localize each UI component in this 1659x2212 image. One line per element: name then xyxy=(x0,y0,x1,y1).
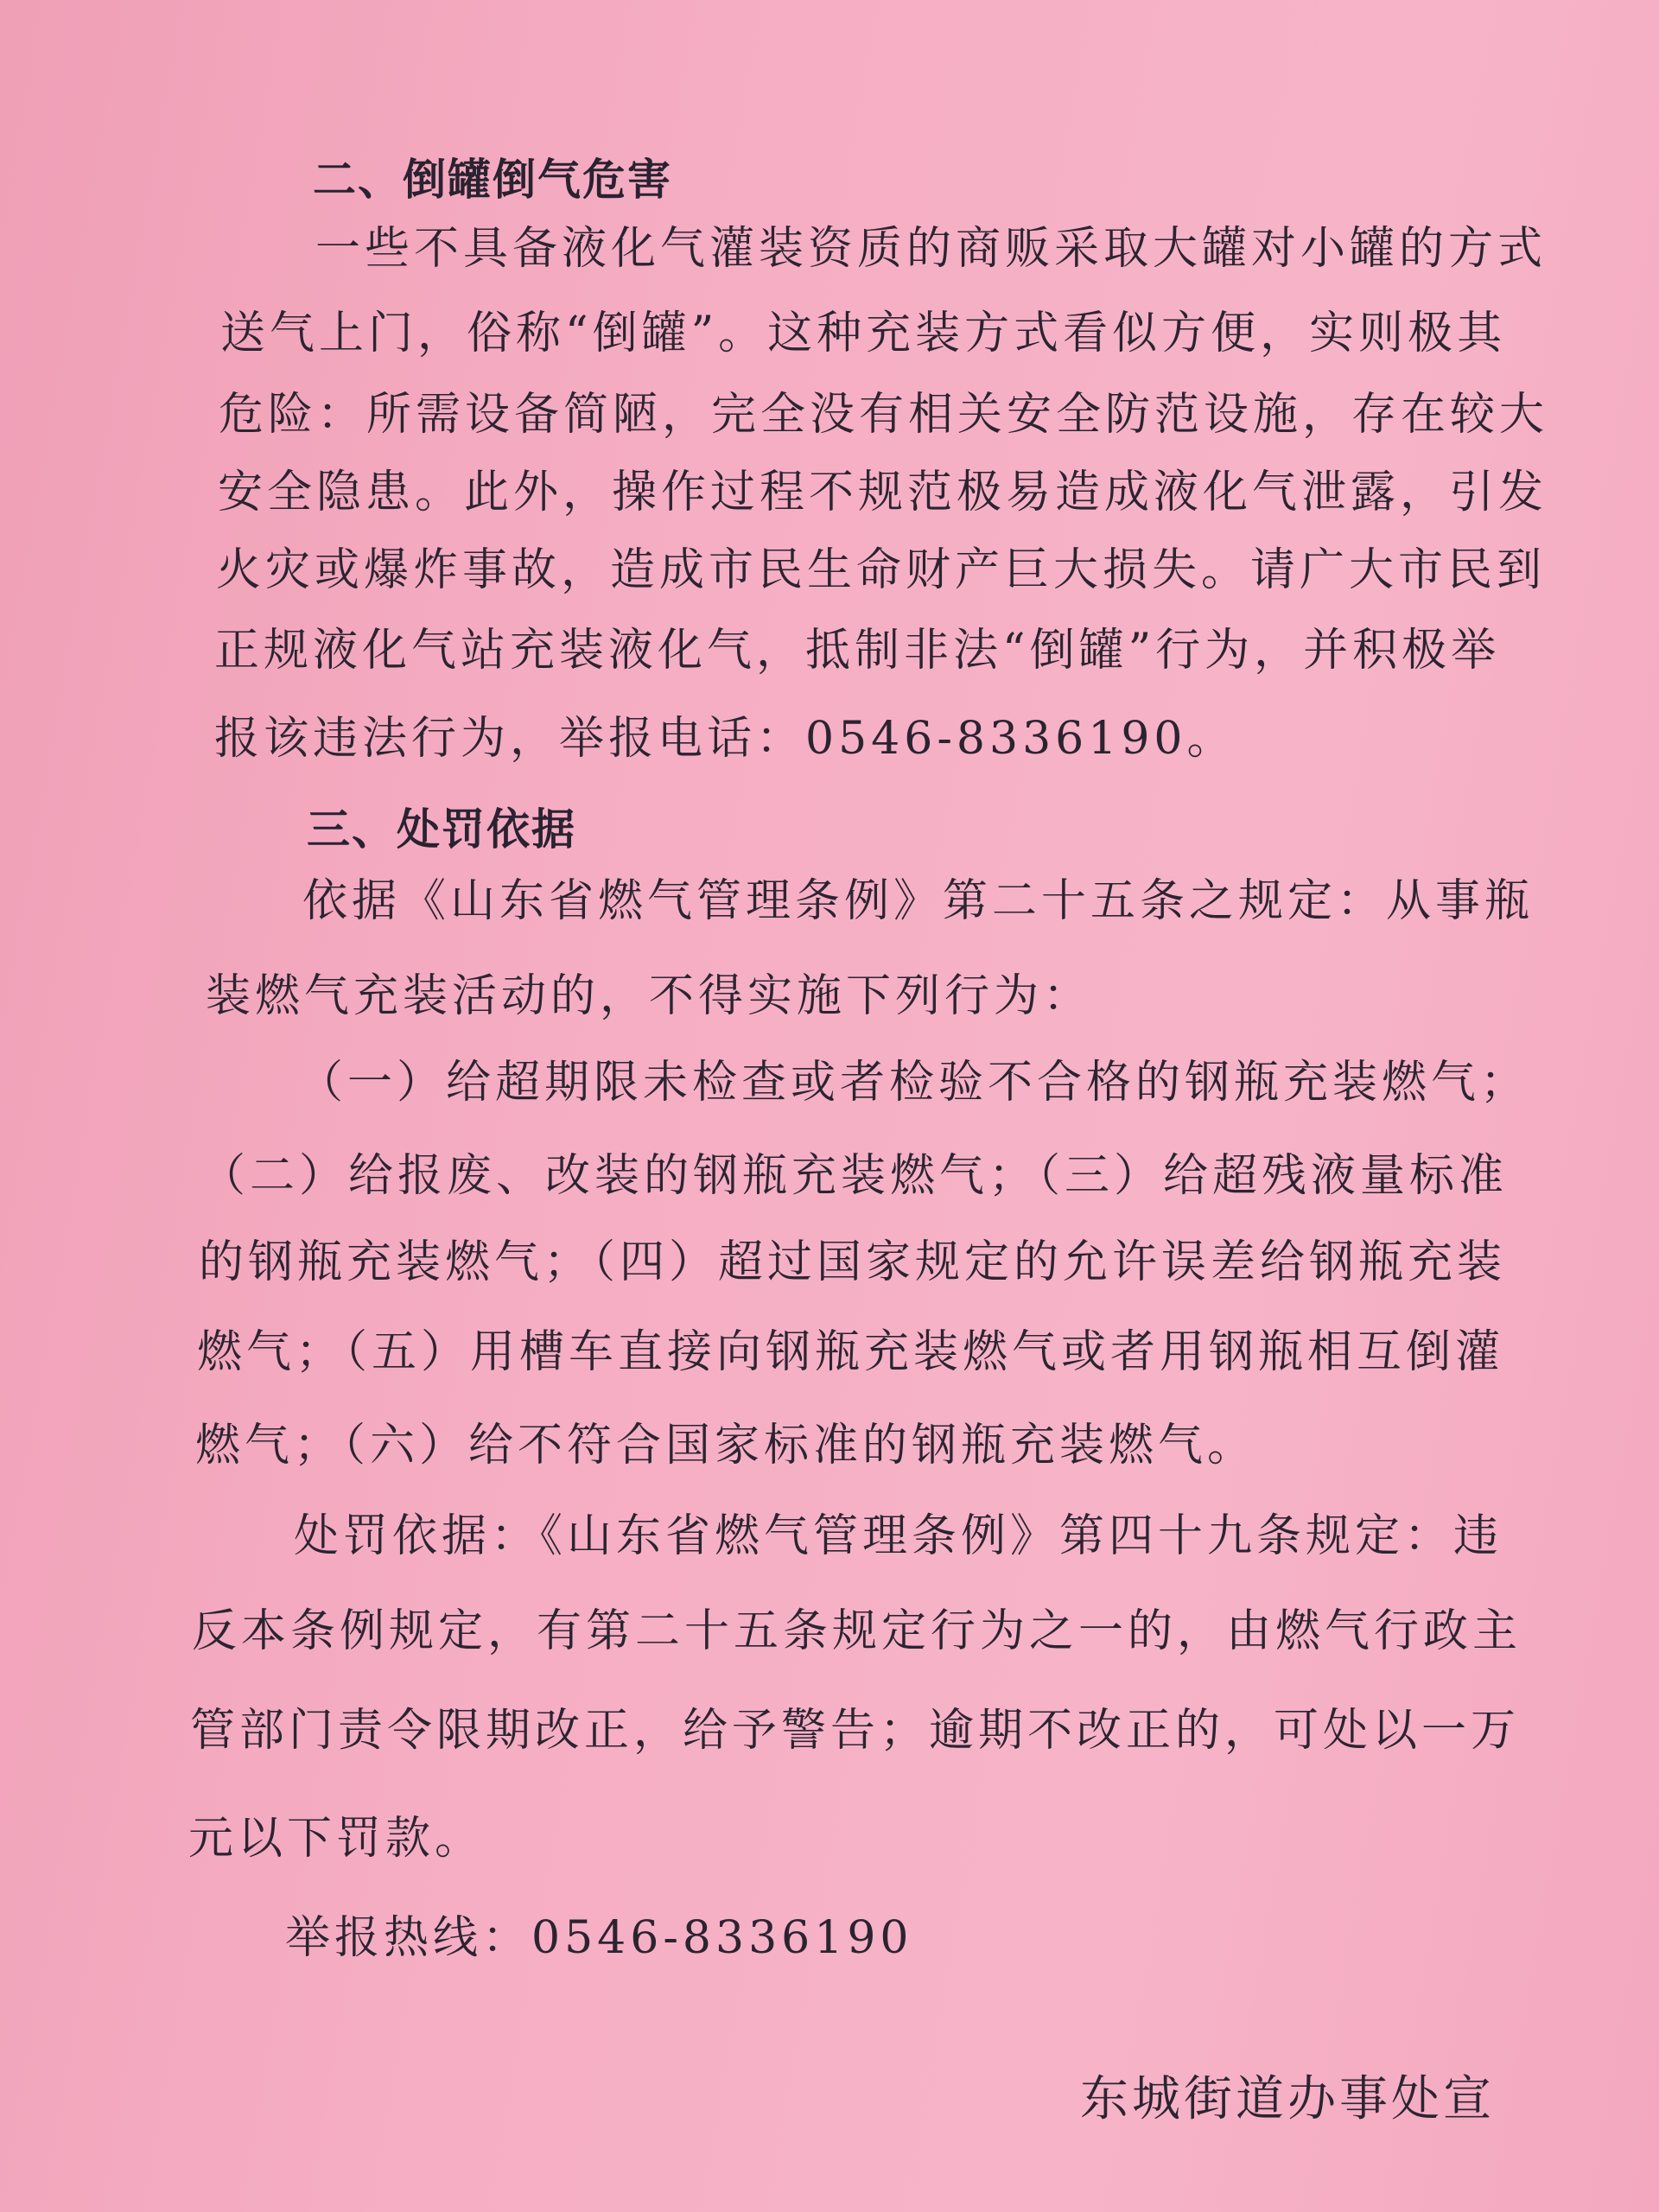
section-3-line-4: （二）给报废、改装的钢瓶充装燃气；（三）给超残液量标准 xyxy=(200,1150,1509,1202)
section-2-heading: 二、倒罐倒气危害 xyxy=(313,155,672,205)
section-3-heading: 三、处罚依据 xyxy=(307,804,576,855)
section-3-line-3: （一）给超期限未检查或者检验不合格的钢瓶充装燃气； xyxy=(298,1057,1530,1109)
section-3-line-5: 的钢瓶充装燃气；（四）超过国家规定的允许误差给钢瓶充装 xyxy=(199,1236,1507,1288)
section-3-line-6: 燃气；（五）用槽车直接向钢瓶充装燃气或者用钢瓶相互倒灌 xyxy=(197,1326,1505,1378)
section-3-line-1: 依据《山东省燃气管理条例》第二十五条之规定：从事瓶 xyxy=(302,875,1535,927)
section-2-line-3: 危险：所需设备简陋，完全没有相关安全防范设施，存在较大 xyxy=(219,389,1549,441)
section-2-line-2: 送气上门，俗称“倒罐”。这种充装方式看似方便，实则极其 xyxy=(220,308,1507,359)
section-3-line-11: 元以下罚款。 xyxy=(188,1813,485,1865)
section-2-line-6: 正规液化气站充装液化气，抵制非法“倒罐”行为，并积极举 xyxy=(214,625,1501,677)
section-2-line-1: 一些不具备液化气灌装资质的商贩采取大罐对小罐的方式 xyxy=(315,223,1548,275)
section-2-line-7: 报该违法行为，举报电话：0546-8336190。 xyxy=(214,713,1236,765)
section-3-line-8: 处罚依据：《山东省燃气管理条例》第四十九条规定：违 xyxy=(294,1510,1503,1562)
section-2-line-5: 火灾或爆炸事故，造成市民生命财产巨大损失。请广大市民到 xyxy=(216,544,1547,596)
section-2-line-4: 安全隐患。此外，操作过程不规范极易造成液化气泄露，引发 xyxy=(218,467,1548,518)
section-3-line-9: 反本条例规定，有第二十五条规定行为之一的，由燃气行政主 xyxy=(192,1605,1522,1657)
issuer-signature: 东城街道办事处宣 xyxy=(1080,2071,1495,2127)
hotline-text: 举报热线：0546-8336190 xyxy=(285,1912,913,1964)
section-3-line-2: 装燃气充装活动的，不得实施下列行为： xyxy=(206,970,1093,1022)
section-3-line-10: 管部门责令限期改正，给予警告；逾期不改正的，可处以一万 xyxy=(190,1705,1521,1757)
section-3-line-7: 燃气；（六）给不符合国家标准的钢瓶充装燃气。 xyxy=(195,1420,1257,1471)
